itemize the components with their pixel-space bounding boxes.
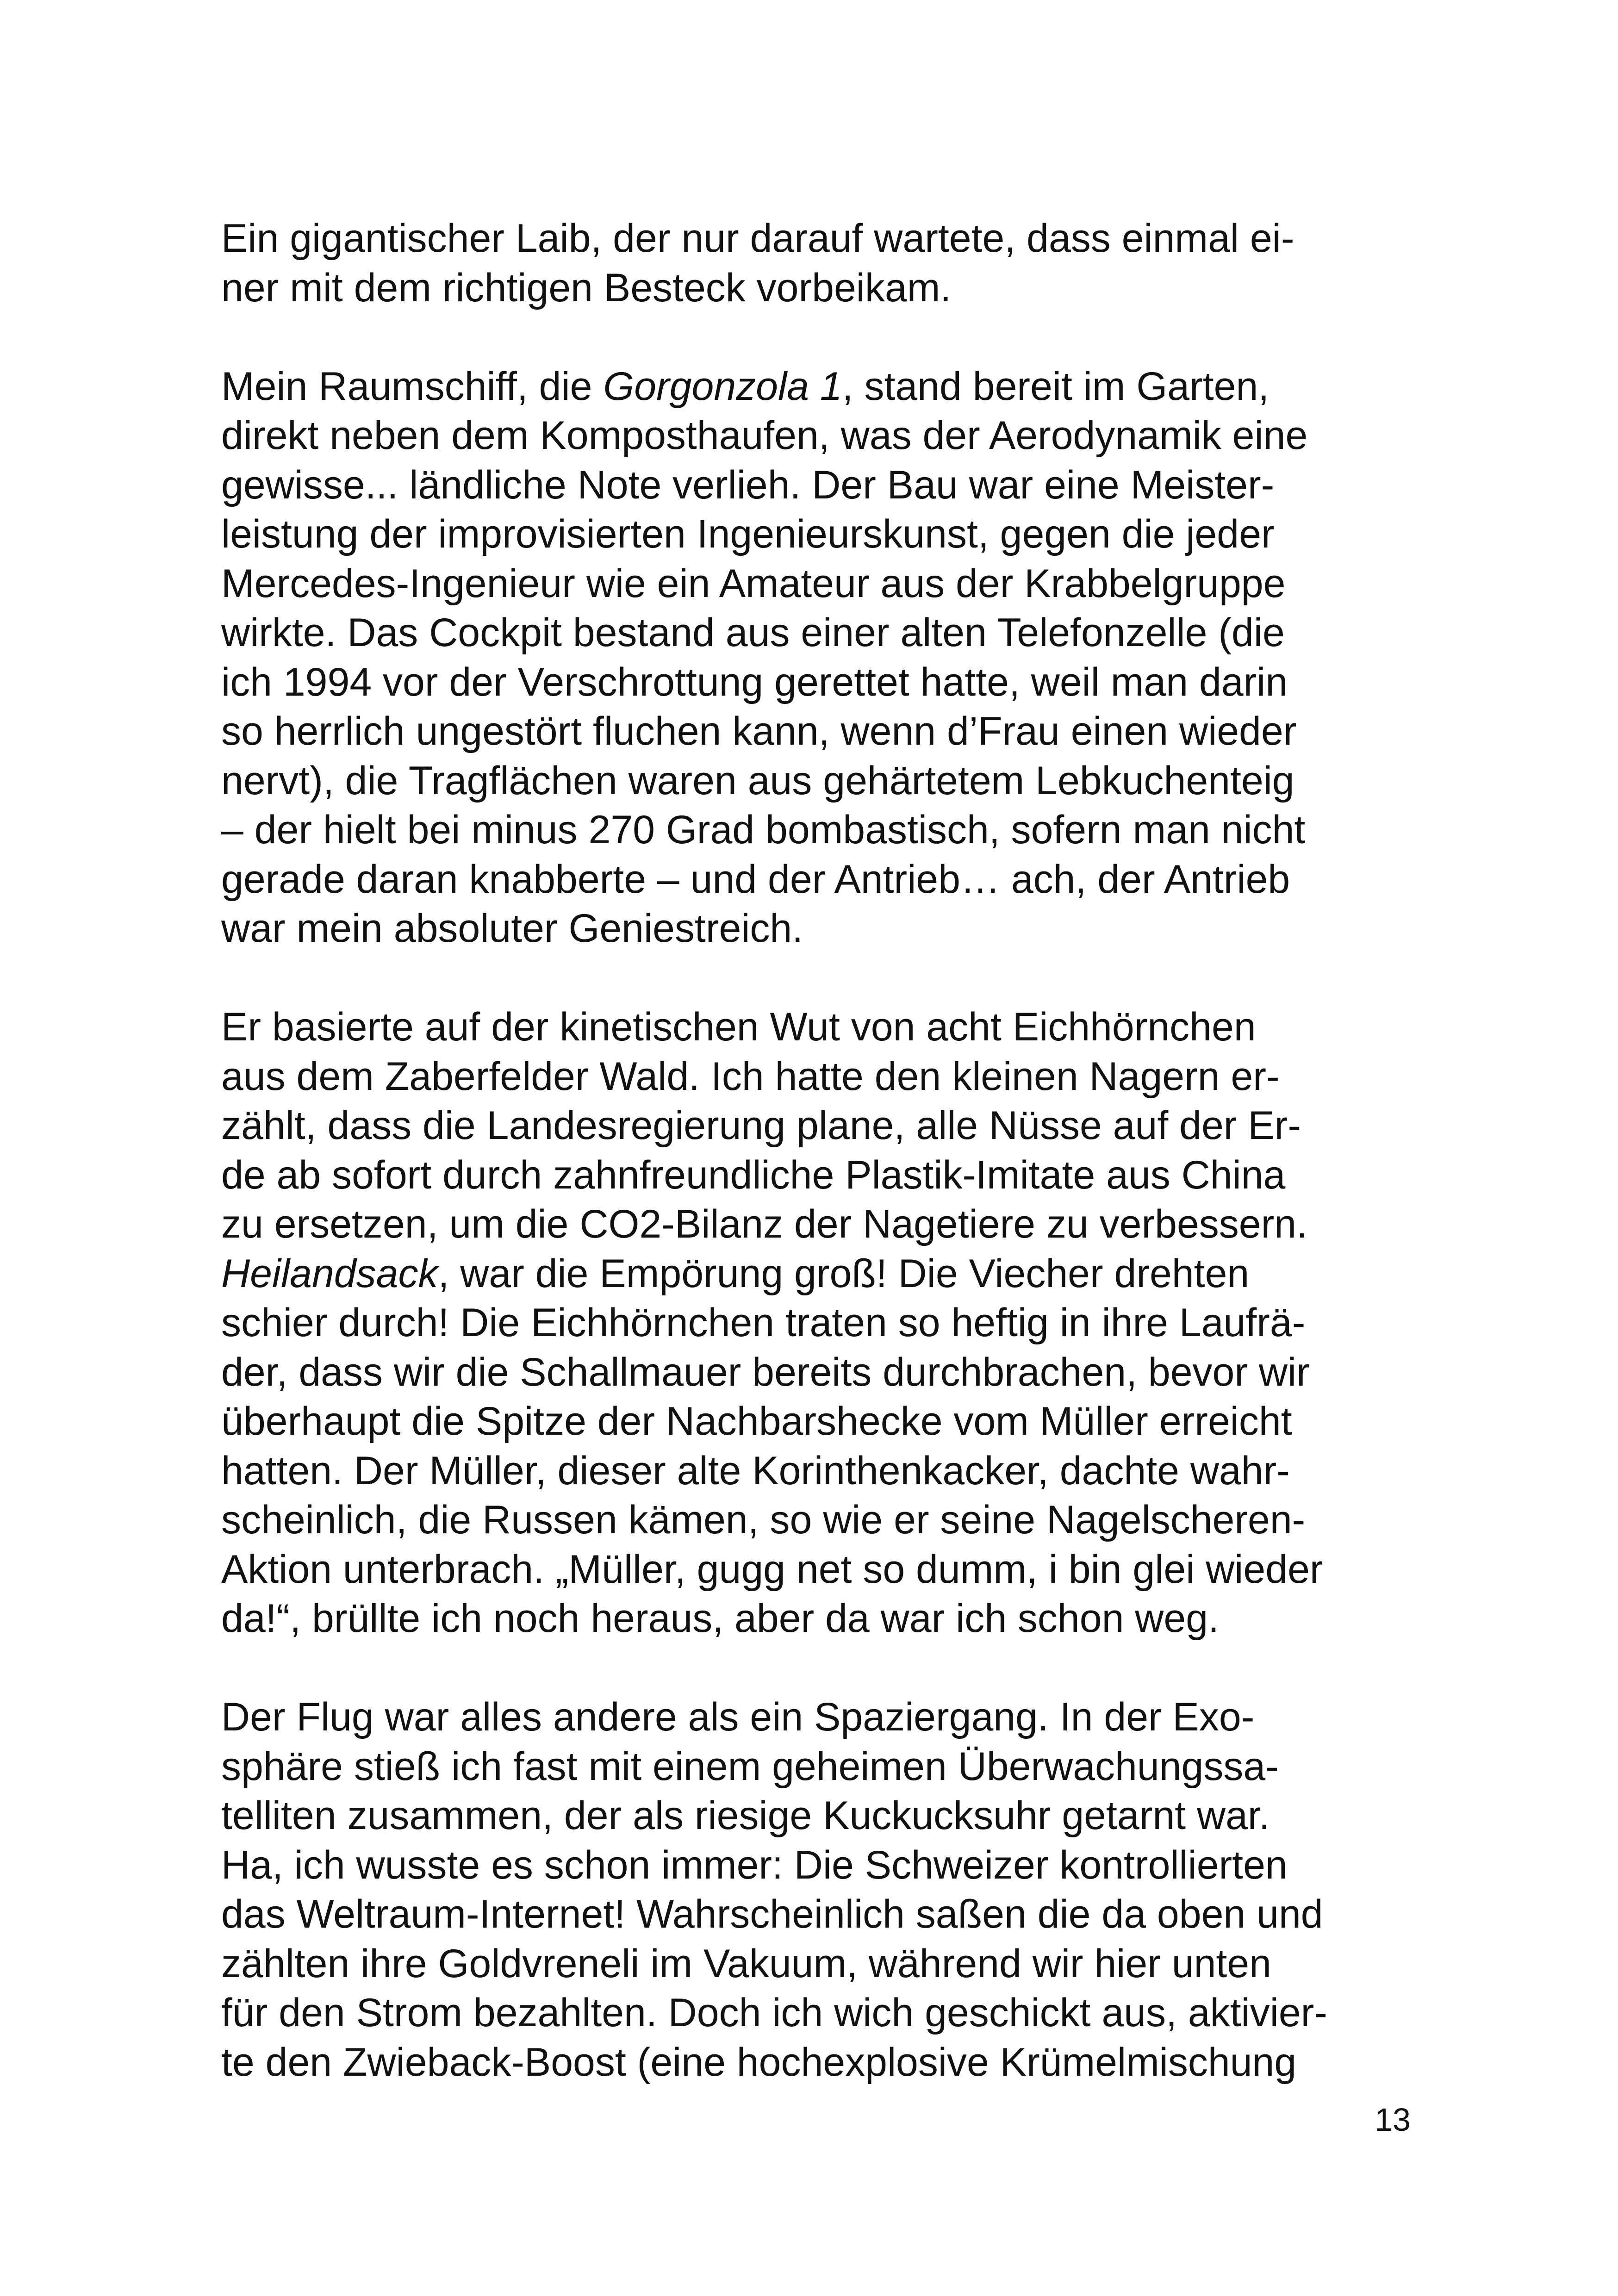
paragraph	[221, 1002, 1415, 1643]
line-text: Ha, ich wusste es schon immer: Die Schweizer kontrollierten	[221, 1842, 1288, 1887]
text-line	[221, 805, 1415, 855]
text-line	[221, 608, 1415, 658]
line-text: direkt neben dem Komposthaufen, was der Aerodynamik eine	[221, 413, 1308, 458]
line-text: ich 1994 vor der Verschrottung gerettet hatte, weil man darin	[221, 660, 1288, 704]
text-line	[221, 1545, 1415, 1594]
body-text	[221, 214, 1415, 2136]
text-line	[221, 1495, 1415, 1545]
line-text: das Weltraum-Internet! Wahrscheinlich saßen die da oben und	[221, 1892, 1323, 1936]
line-text: Mein Raumschiff, die	[221, 364, 604, 409]
text-line	[221, 1742, 1415, 1792]
line-text: schier durch! Die Eichhörnchen traten so heftig in ihre Laufrä-	[221, 1300, 1306, 1345]
text-line	[221, 1348, 1415, 1397]
text-line	[221, 1298, 1415, 1348]
line-text: hatten. Der Müller, dieser alte Korinthenkacker, dachte wahr-	[221, 1448, 1290, 1493]
line-text: Aktion unterbrach. „Müller, gugg net so dumm, i bin glei wieder	[221, 1547, 1323, 1592]
line-text: sphäre stieß ich fast mit einem geheimen Überwachungssa-	[221, 1744, 1279, 1789]
text-line	[221, 756, 1415, 806]
text-line	[221, 1939, 1415, 1989]
line-text: te den Zwieback-Boost (eine hochexplosive Krümelmischung	[221, 2040, 1297, 2084]
paragraph	[221, 362, 1415, 953]
line-text: , stand bereit im Garten,	[842, 364, 1270, 409]
text-line	[221, 1249, 1415, 1299]
line-text: der, dass wir die Schallmauer bereits durchbrachen, bevor wir	[221, 1350, 1310, 1394]
text-line	[221, 460, 1415, 510]
text-line	[221, 1002, 1415, 1052]
text-line	[221, 1446, 1415, 1496]
line-text: nervt), die Tragflächen waren aus gehärtetem Lebkuchenteig	[221, 758, 1294, 803]
line-text: leistung der improvisierten Ingenieurskunst, gegen die jeder	[221, 512, 1275, 556]
line-text: Der Flug war alles andere als ein Spaziergang. In der Exo-	[221, 1695, 1255, 1739]
line-text: – der hielt bei minus 270 Grad bombastisch, sofern man nicht	[221, 808, 1306, 852]
text-line	[221, 411, 1415, 460]
text-line	[221, 214, 1415, 263]
text-line	[221, 855, 1415, 904]
line-text: zu ersetzen, um die CO2-Bilanz der Nagetiere zu verbessern.	[221, 1202, 1307, 1246]
text-line	[221, 707, 1415, 756]
line-text: de ab sofort durch zahnfreundliche Plastik-Imitate aus China	[221, 1152, 1286, 1197]
text-line	[221, 510, 1415, 559]
text-line	[221, 658, 1415, 707]
italic-text: Gorgonzola 1	[603, 364, 842, 409]
line-text: Mercedes-Ingenieur wie ein Amateur aus der Krabbelgruppe	[221, 561, 1286, 606]
line-text: ner mit dem richtigen Besteck vorbeikam.	[221, 265, 952, 310]
text-line	[221, 1200, 1415, 1249]
line-text: aus dem Zaberfelder Wald. Ich hatte den kleinen Nagern er-	[221, 1054, 1280, 1099]
line-text: da!“, brüllte ich noch heraus, aber da war ich schon weg.	[221, 1596, 1219, 1641]
text-line	[221, 1101, 1415, 1151]
text-line	[221, 904, 1415, 953]
page-number: 13	[1375, 2102, 1411, 2138]
line-text: Er basierte auf der kinetischen Wut von acht Eichhörnchen	[221, 1005, 1256, 1049]
text-line	[221, 2038, 1415, 2087]
italic-text: Heilandsack	[221, 1251, 438, 1296]
text-line	[221, 1988, 1415, 2038]
text-line	[221, 1052, 1415, 1101]
text-line	[221, 559, 1415, 609]
line-text: , war die Empörung groß! Die Viecher drehten	[438, 1251, 1250, 1296]
text-line	[221, 362, 1415, 411]
line-text: telliten zusammen, der als riesige Kuckucksuhr getarnt war.	[221, 1793, 1270, 1838]
line-text: überhaupt die Spitze der Nachbarshecke vom Müller erreicht	[221, 1399, 1292, 1444]
line-text: war mein absoluter Geniestreich.	[221, 906, 803, 951]
text-line	[221, 1692, 1415, 1742]
line-text: Ein gigantischer Laib, der nur darauf wartete, dass einmal ei-	[221, 216, 1294, 261]
line-text: wirkte. Das Cockpit bestand aus einer alten Telefonzelle (die	[221, 610, 1285, 655]
line-text: gerade daran knabberte – und der Antrieb… ach, der Antrieb	[221, 857, 1290, 902]
line-text: scheinlich, die Russen kämen, so wie er seine Nagelscheren-	[221, 1498, 1306, 1542]
text-line	[221, 1890, 1415, 1939]
text-line	[221, 1791, 1415, 1841]
line-text: zählt, dass die Landesregierung plane, alle Nüsse auf der Er-	[221, 1103, 1301, 1148]
text-line	[221, 1594, 1415, 1643]
text-line	[221, 1397, 1415, 1446]
line-text: für den Strom bezahlten. Doch ich wich geschickt aus, aktivier-	[221, 1991, 1327, 2035]
text-line	[221, 1151, 1415, 1200]
paragraph	[221, 1692, 1415, 2087]
line-text: so herrlich ungestört fluchen kann, wenn d’Frau einen wieder	[221, 709, 1297, 753]
line-text: gewisse... ländliche Note verlieh. Der Bau war eine Meister-	[221, 462, 1275, 507]
paragraph	[221, 214, 1415, 312]
text-line	[221, 263, 1415, 313]
text-line	[221, 1841, 1415, 1890]
line-text: zählten ihre Goldvreneli im Vakuum, während wir hier unten	[221, 1941, 1271, 1986]
